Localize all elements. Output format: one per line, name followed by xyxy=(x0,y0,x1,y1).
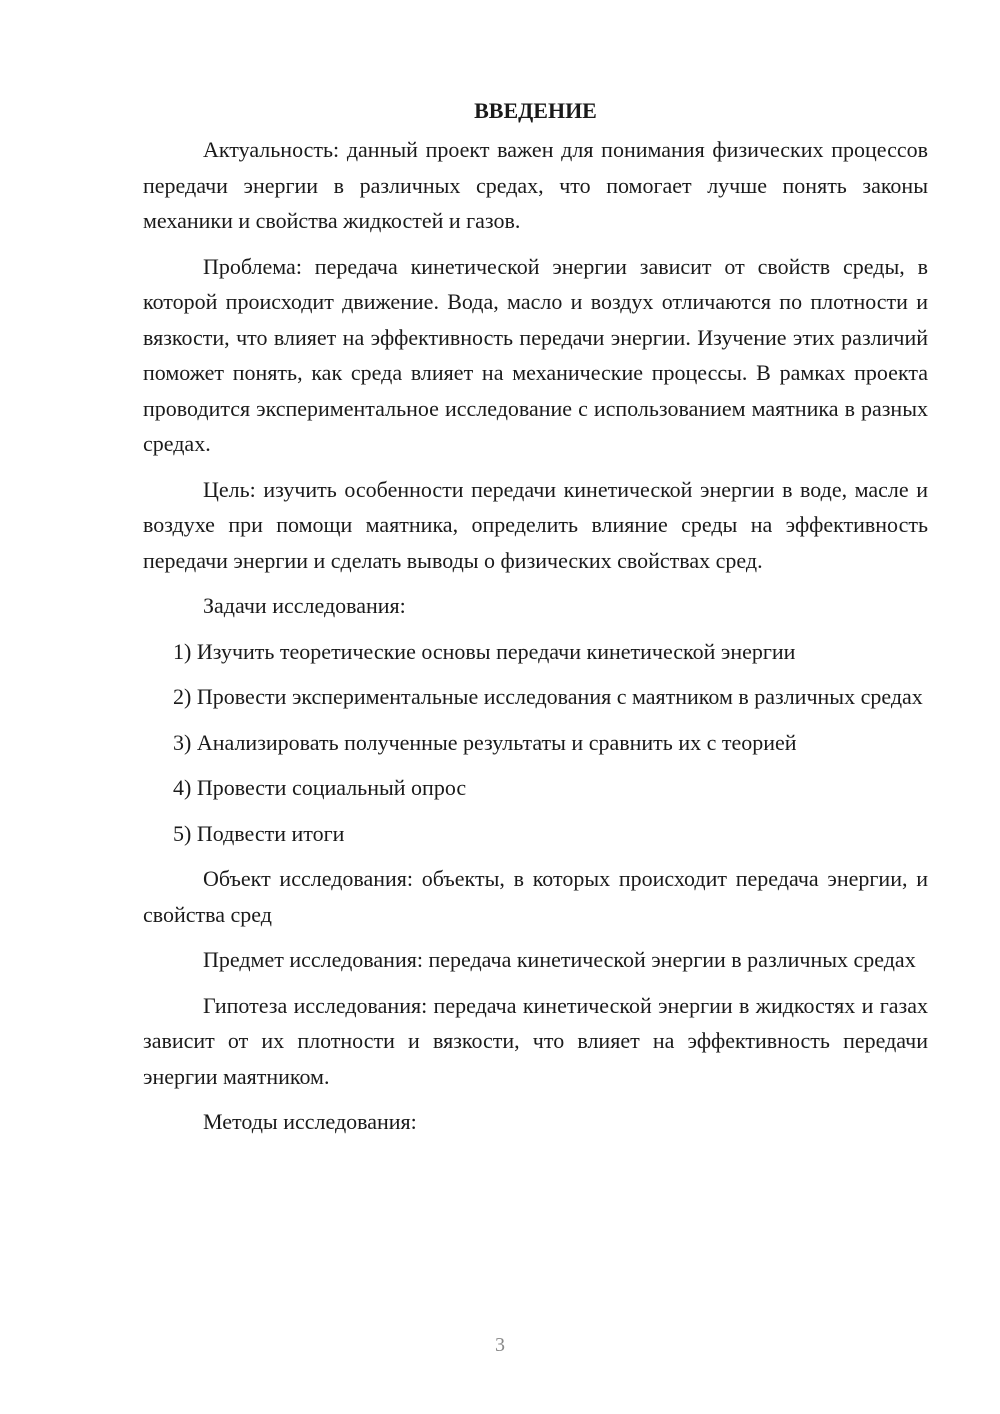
task-item-4: 4) Провести социальный опрос xyxy=(173,775,467,800)
task-item-2: 2) Провести экспериментальные исследования с маятником в различных средах xyxy=(173,684,923,709)
task-item-5: 5) Подвести итоги xyxy=(173,820,345,846)
relevance-paragraph: Актуальность: данный проект важен для понимания физических процессов передачи энергии в различных средах, что помогает лучше понять законы механики и свойства жидкостей и газов. xyxy=(143,137,928,233)
tasks-heading: Задачи исследования: xyxy=(203,593,406,618)
hypothesis-paragraph: Гипотеза исследования: передача кинетической энергии в жидкостях и газах зависит от их плотности и вязкости, что влияет на эффективность передачи энергии маятником. xyxy=(143,992,928,1089)
task-item-3: 3) Анализировать полученные результаты и сравнить их с теорией xyxy=(173,729,797,755)
goal-paragraph: Цель: изучить особенности передачи кинетической энергии в воде, масле и воздухе при помощи маятника, определить влияние среды на эффективность передачи энергии и сделать выводы о физических свойствах сред. xyxy=(143,476,928,573)
methods-heading: Методы исследования: xyxy=(203,1109,417,1134)
object-paragraph: Объект исследования: объекты, в которых происходит передача энергии, и свойства сред xyxy=(143,866,928,927)
page-number: 3 xyxy=(495,1334,505,1356)
problem-paragraph: Проблема: передача кинетической энергии зависит от свойств среды, в которой происходит движение. Вода, масло и воздух отличаются по плотности и вязкости, что влияет на эффективность передачи энергии. Изучение этих различий поможет понять, как среда влияет на механические процессы. В рамках проекта проводится экспериментальное исследование с использованием маятника в разных средах. xyxy=(143,253,928,456)
task-item-1: 1) Изучить теоретические основы передачи кинетической энергии xyxy=(173,638,796,664)
subject-paragraph: Предмет исследования: передача кинетической энергии в различных средах xyxy=(203,947,916,972)
page-title: ВВЕДЕНИЕ xyxy=(474,98,597,123)
document-page xyxy=(143,96,928,1150)
